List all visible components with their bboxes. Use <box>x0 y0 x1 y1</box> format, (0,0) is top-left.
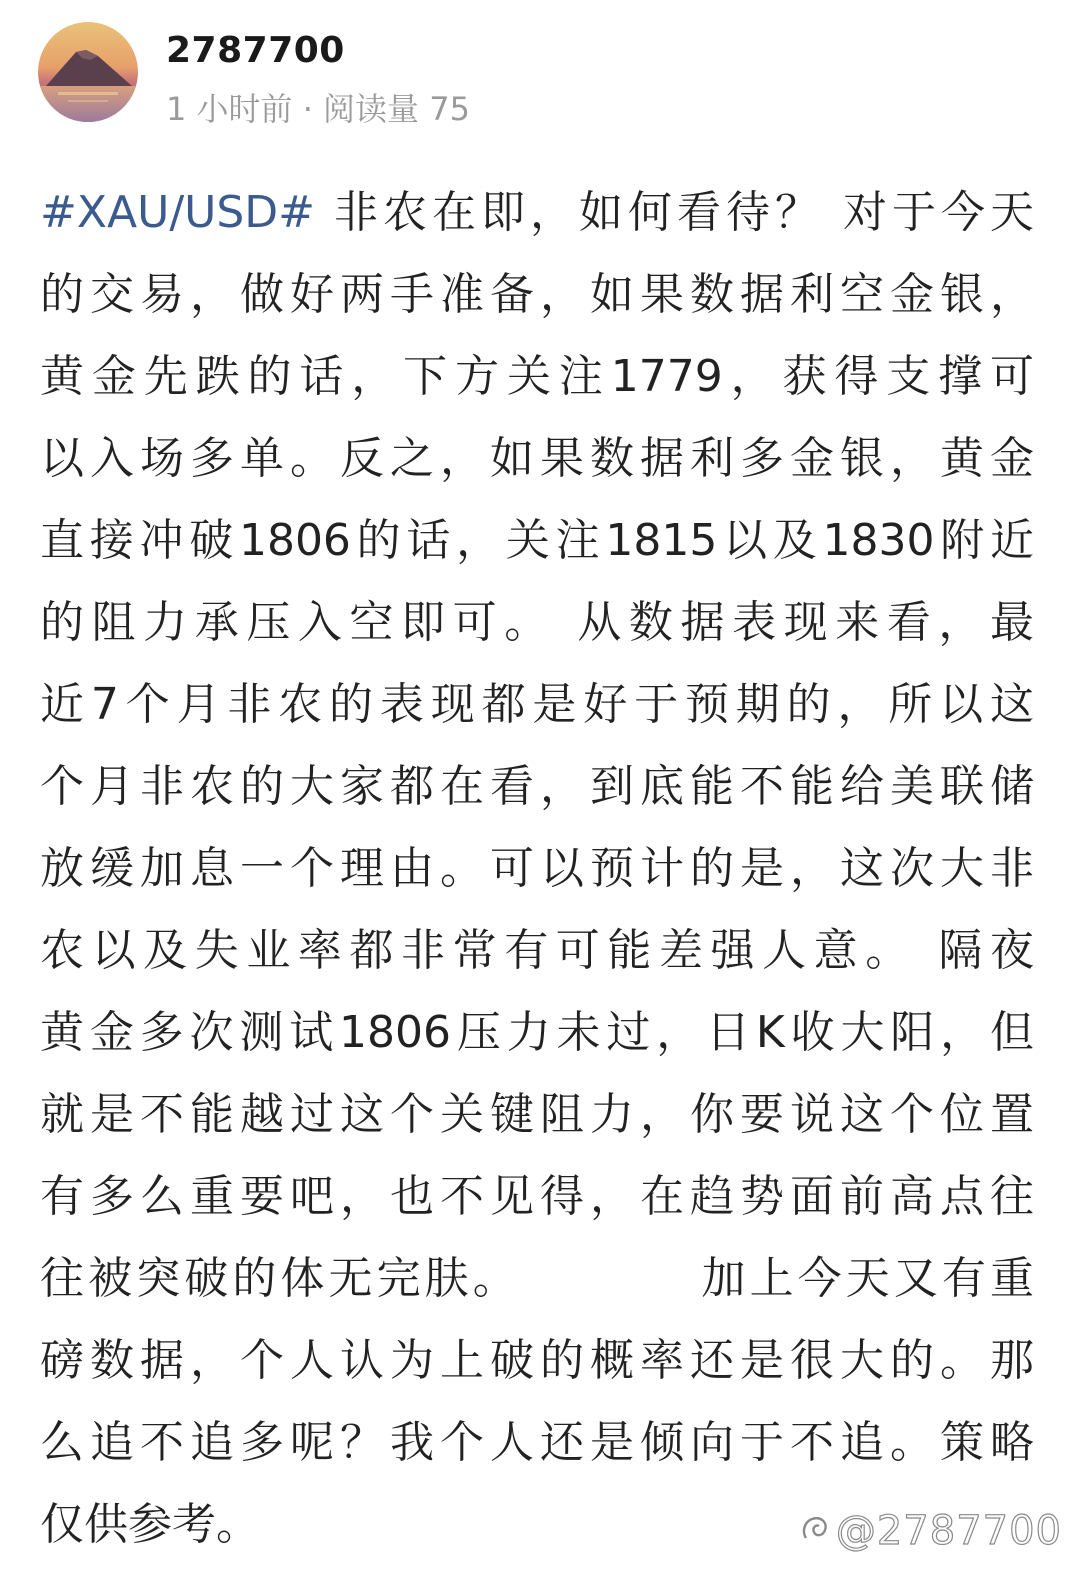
mountain-sunset-avatar-icon <box>38 22 138 122</box>
post-line-9: 放缓加息一个理由。可以预计的是，这次大非 <box>40 843 1034 894</box>
post-line-17: 仅供参考。 <box>40 1499 260 1550</box>
post-line-2: 的交易，做好两手准备，如果数据利空金银， <box>40 269 1034 320</box>
post-header <box>38 22 1038 132</box>
hashtag-link[interactable]: #XAU/USD# <box>40 187 316 238</box>
post-line-1-text: 非农在即，如何看待？ 对于今天 <box>315 187 1034 238</box>
post-line-10: 农以及失业率都非常有可能差强人意。 隔夜 <box>40 925 1034 976</box>
author-name[interactable]: 2787700 <box>166 30 345 71</box>
post-line-6: 的阻力承压入空即可。 从数据表现来看，最 <box>40 597 1034 648</box>
watermark-text: @2787700 <box>835 1508 1062 1554</box>
post-line-12: 就是不能越过这个关键阻力，你要说这个位置 <box>40 1089 1034 1140</box>
post-line-15: 磅数据，个人认为上破的概率还是很大的。那 <box>40 1335 1034 1386</box>
post-line-1 <box>40 172 1034 254</box>
post-line-7: 近7个月非农的表现都是好于预期的，所以这 <box>40 679 1034 730</box>
post-line-16: 么追不追多呢？我个人还是倾向于不追。策略 <box>40 1417 1034 1468</box>
post-line-8: 个月非农的大家都在看，到底能不能给美联储 <box>40 761 1034 812</box>
post-line-11: 黄金多次测试1806压力未过，日K收大阳，但 <box>40 1007 1034 1058</box>
post-body <box>40 172 1034 1566</box>
post-line-4: 以入场多单。反之，如果数据利多金银，黄金 <box>40 433 1034 484</box>
avatar[interactable] <box>38 22 138 122</box>
post-line-5: 直接冲破1806的话，关注1815以及1830附近 <box>40 515 1034 566</box>
platform-logo-icon <box>798 1508 832 1554</box>
post-line-13: 有多么重要吧，也不见得，在趋势面前高点往 <box>40 1171 1034 1222</box>
watermark <box>798 1508 1062 1554</box>
post-line-3: 黄金先跌的话，下方关注1779，获得支撑可 <box>40 351 1034 402</box>
post-line-14: 往被突破的体无完肤。 加上今天又有重 <box>40 1253 1034 1304</box>
post-meta: 1 小时前 · 阅读量 75 <box>166 90 470 128</box>
